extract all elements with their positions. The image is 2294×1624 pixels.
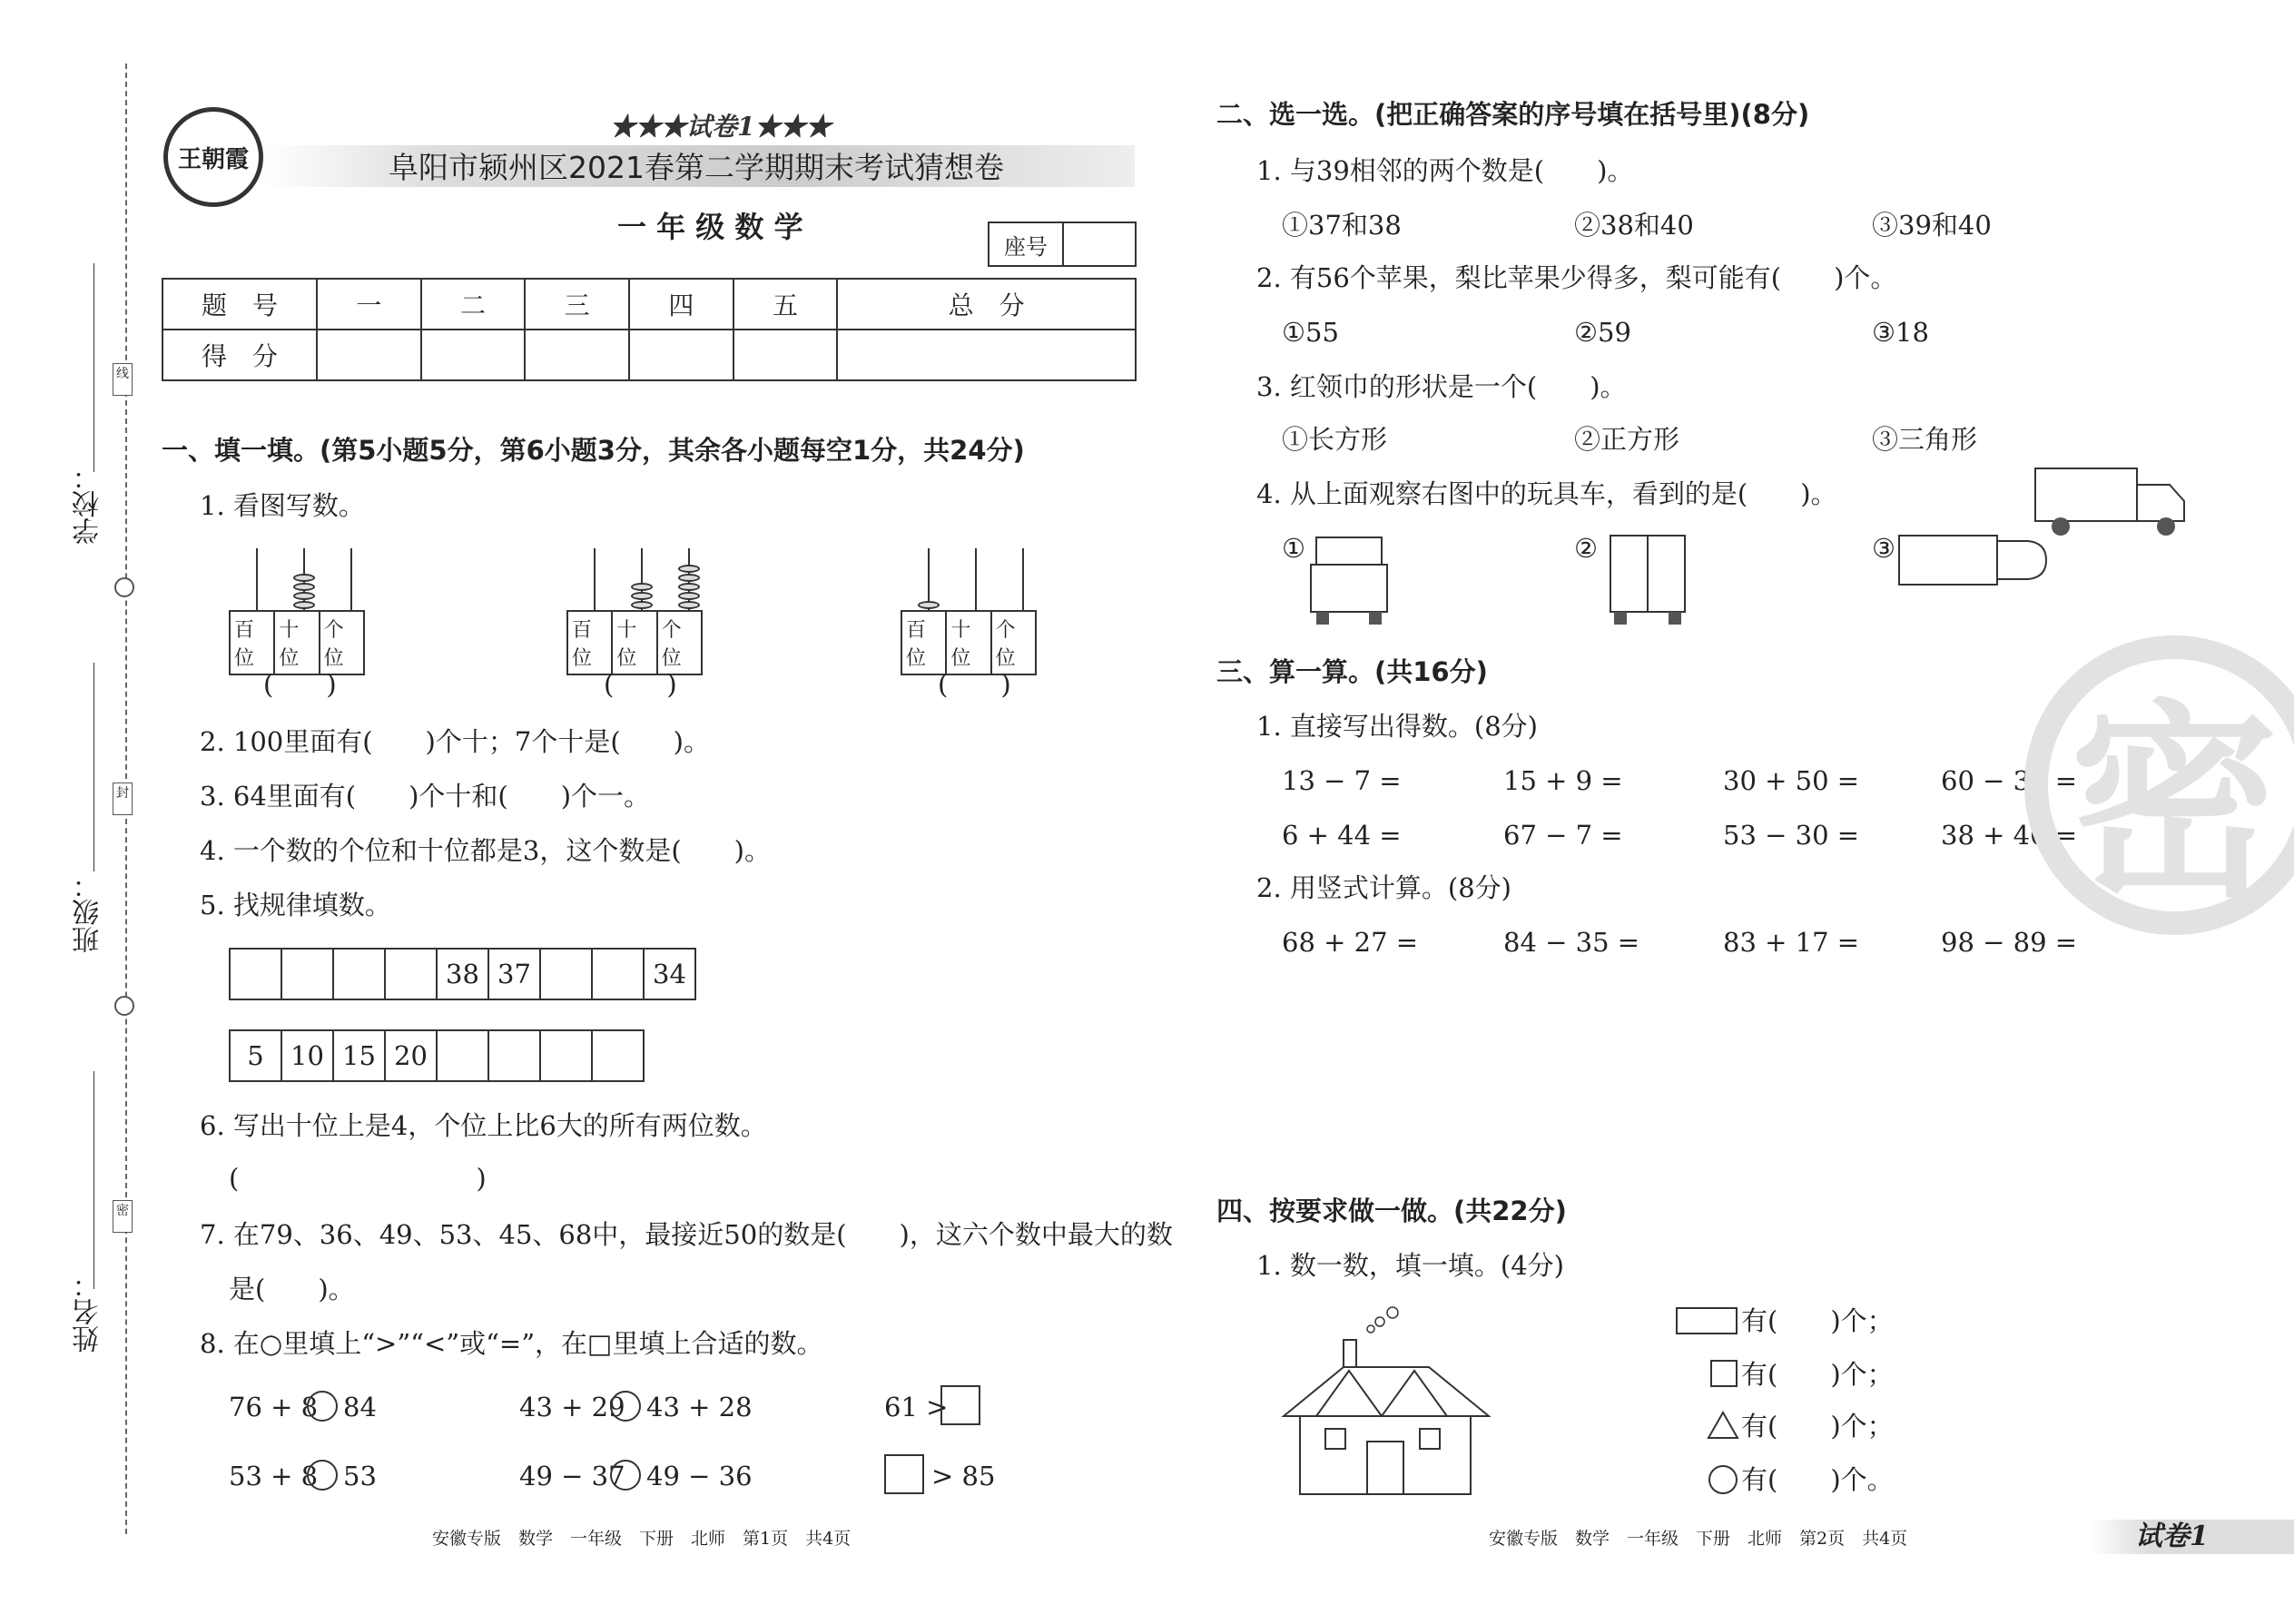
score-header-cell: 四	[629, 279, 733, 330]
abacus-bead	[918, 601, 940, 609]
equation: 30 + 50 =	[1723, 765, 1860, 796]
pattern-cell[interactable]	[229, 948, 282, 1000]
abacus-bead	[678, 601, 700, 609]
option[interactable]: ②38和40	[1574, 210, 1694, 241]
compare-left: 49 − 37	[519, 1461, 625, 1491]
option[interactable]: ①55	[1282, 317, 1339, 348]
option[interactable]: ①长方形	[1282, 424, 1388, 455]
mark-xian: 线	[113, 363, 133, 396]
answer-blank[interactable]: ( )	[263, 669, 337, 700]
pattern-row-a	[229, 948, 696, 1000]
question: 3. 64里面有( )个十和( )个一。	[200, 781, 651, 812]
question: 7. 在79、36、49、53、45、68中，最接近50的数是( )，这六个数中最大的数	[200, 1219, 1173, 1250]
question: 3. 红领巾的形状是一个( )。	[1256, 371, 1627, 402]
question: 1. 直接写出得数。(8分)	[1256, 711, 1538, 742]
abacus	[901, 548, 1037, 670]
score-cell[interactable]	[733, 330, 838, 380]
pattern-cell[interactable]	[436, 1029, 489, 1082]
class-label: 班级：	[73, 871, 104, 953]
abacus-label: 个位	[319, 610, 365, 675]
equation: 53 − 30 =	[1723, 820, 1860, 851]
question: 1. 看图写数。	[200, 490, 365, 521]
compare-left: 61 >	[884, 1392, 949, 1422]
compare-right: 84	[343, 1392, 377, 1422]
pattern-row-b	[229, 1029, 645, 1082]
question: 5. 找规律填数。	[200, 890, 391, 920]
compare-left: 53 + 8	[229, 1461, 319, 1491]
score-header-cell: 题 号	[162, 279, 317, 330]
equation: 6 + 44 =	[1282, 820, 1402, 851]
compare-circle[interactable]	[610, 1391, 641, 1422]
name-label: 姓名：	[73, 1271, 104, 1353]
compare-right: > 85	[931, 1461, 996, 1491]
equation: 98 − 89 =	[1941, 927, 2078, 958]
circle-icon	[1708, 1465, 1738, 1494]
subject-title: 一 年 级 数 学	[617, 210, 803, 244]
count-answer[interactable]: 有( )个；	[1741, 1359, 1894, 1390]
footer-tag: 试卷1	[2135, 1521, 2209, 1552]
pattern-cell[interactable]	[539, 1029, 593, 1082]
compare-right: 49 − 36	[646, 1461, 753, 1491]
abacus	[229, 548, 365, 670]
option[interactable]: ③三角形	[1872, 424, 1978, 455]
abacus-label: 十位	[273, 610, 320, 675]
mark-mi: 密	[113, 1200, 133, 1233]
rectangle-icon	[1676, 1307, 1738, 1334]
equation: 60 − 30 =	[1941, 765, 2078, 796]
abacus-bead	[631, 601, 653, 609]
answer-blank[interactable]: ( )	[938, 669, 1011, 700]
abacus-bead	[678, 565, 700, 573]
abacus-bead	[678, 583, 700, 591]
pattern-cell[interactable]	[487, 1029, 541, 1082]
equation: 13 − 7 =	[1282, 765, 1402, 796]
seat-label: 座号	[989, 223, 1064, 265]
paper-badge: ★★★试卷1★★★	[610, 112, 832, 142]
mark-feng: 封	[113, 782, 133, 815]
abacus-bead	[631, 583, 653, 591]
option-label[interactable]: ②	[1574, 533, 1598, 564]
option[interactable]: ③18	[1872, 317, 1929, 348]
pattern-cell[interactable]	[539, 948, 593, 1000]
compare-circle[interactable]	[307, 1460, 338, 1491]
score-row-label: 得 分	[162, 330, 317, 380]
footer-left: 安徽专版 数学 一年级 下册 北师 第1页 共4页	[432, 1529, 852, 1549]
triangle-icon	[1707, 1411, 1739, 1440]
pattern-cell: 34	[643, 948, 696, 1000]
pattern-cell: 37	[487, 948, 541, 1000]
compare-left: 43 + 29	[519, 1392, 625, 1422]
question: 1. 与39相邻的两个数是( )。	[1256, 155, 1634, 186]
score-header-cell: 二	[421, 279, 526, 330]
pattern-cell[interactable]	[591, 948, 645, 1000]
question: 2. 用竖式计算。(8分)	[1256, 872, 1511, 903]
answer-blank[interactable]: ( )	[604, 669, 677, 700]
compare-left: 76 + 8	[229, 1392, 319, 1422]
equation: 68 + 27 =	[1282, 927, 1419, 958]
school-label: 学校：	[73, 463, 104, 545]
score-cell[interactable]	[629, 330, 733, 380]
question: 4. 一个数的个位和十位都是3，这个数是( )。	[200, 835, 771, 866]
confidential-seal	[2024, 635, 2294, 935]
truck-back-view-icon	[1605, 532, 1690, 628]
section4-title: 四、按要求做一做。(共22分)	[1216, 1196, 1567, 1226]
option[interactable]: ③39和40	[1872, 210, 1992, 241]
count-answer[interactable]: 有( )个；	[1741, 1305, 1894, 1336]
abacus-label: 十位	[611, 610, 657, 675]
question: 4. 从上面观察右图中的玩具车，看到的是( )。	[1256, 478, 1837, 509]
pattern-cell: 20	[384, 1029, 438, 1082]
question: 2. 有56个苹果，梨比苹果少得多，梨可能有( )个。	[1256, 262, 1897, 293]
score-table	[162, 278, 1137, 381]
score-header-cell: 总 分	[837, 279, 1136, 330]
pattern-cell[interactable]	[591, 1029, 645, 1082]
answer-blank[interactable]: ( )	[229, 1163, 487, 1194]
binding-margin	[0, 0, 136, 1624]
abacus-label: 百位	[901, 610, 947, 675]
option[interactable]: ②59	[1574, 317, 1631, 348]
equation: 15 + 9 =	[1503, 765, 1623, 796]
question: 1. 数一数，填一填。(4分)	[1256, 1250, 1564, 1281]
truck-top-view-icon	[1897, 532, 2050, 590]
binding-hole-icon	[114, 577, 134, 597]
question: 8. 在○里填上“>”“<”或“=”，在□里填上合适的数。	[200, 1328, 823, 1359]
question: 是( )。	[229, 1274, 355, 1304]
equation: 38 + 40 =	[1941, 820, 2078, 851]
house-figure	[1280, 1294, 1491, 1498]
binding-hole-icon	[114, 996, 134, 1016]
abacus-bead	[631, 592, 653, 600]
page-title: 阜阳市颍州区2021春第二学期期末考试猜想卷	[389, 150, 1004, 185]
option-label[interactable]: ①	[1282, 533, 1305, 564]
section2-title: 二、选一选。(把正确答案的序号填在括号里)(8分)	[1216, 99, 1810, 130]
truck-front-view-icon	[1307, 534, 1391, 628]
pattern-cell: 5	[229, 1029, 282, 1082]
square-icon	[1710, 1360, 1738, 1387]
abacus-bead	[293, 583, 315, 591]
score-cell[interactable]	[837, 330, 1136, 380]
pattern-cell[interactable]	[332, 948, 386, 1000]
option[interactable]: ①37和38	[1282, 210, 1402, 241]
abacus-label: 个位	[656, 610, 703, 675]
pattern-cell: 15	[332, 1029, 386, 1082]
logo	[163, 107, 263, 207]
score-cell[interactable]	[525, 330, 629, 380]
footer-right: 安徽专版 数学 一年级 下册 北师 第2页 共4页	[1489, 1529, 1908, 1549]
equation: 84 − 35 =	[1503, 927, 1640, 958]
compare-circle[interactable]	[307, 1391, 338, 1422]
logo-text: 王朝霞	[177, 145, 249, 173]
abacus-label: 百位	[229, 610, 275, 675]
seat-box[interactable]	[988, 221, 1137, 267]
score-cell[interactable]	[317, 330, 421, 380]
answer-box[interactable]	[884, 1454, 924, 1494]
pattern-cell[interactable]	[281, 948, 334, 1000]
pattern-cell: 38	[436, 948, 489, 1000]
abacus-bead	[678, 592, 700, 600]
equation: 67 − 7 =	[1503, 820, 1623, 851]
section1-title: 一、填一填。(第5小题5分，第6小题3分，其余各小题每空1分，共24分)	[162, 435, 1025, 466]
count-answer[interactable]: 有( )个。	[1741, 1464, 1894, 1495]
compare-circle[interactable]	[610, 1460, 641, 1491]
abacus-bead	[293, 574, 315, 582]
question: 2. 100里面有( )个十；7个十是( )。	[200, 726, 710, 757]
abacus-bead	[678, 574, 700, 582]
option-label[interactable]: ③	[1872, 533, 1895, 564]
compare-right: 43 + 28	[646, 1392, 753, 1422]
abacus-label: 个位	[990, 610, 1037, 675]
question: 6. 写出十位上是4，个位上比6大的所有两位数。	[200, 1110, 767, 1141]
count-answer[interactable]: 有( )个；	[1741, 1411, 1894, 1442]
compare-right: 53	[343, 1461, 377, 1491]
answer-box[interactable]	[940, 1385, 980, 1425]
score-cell[interactable]	[421, 330, 526, 380]
abacus-bead	[293, 601, 315, 609]
abacus	[566, 548, 703, 670]
pattern-cell: 10	[281, 1029, 334, 1082]
score-header-cell: 五	[733, 279, 838, 330]
score-header-cell: 一	[317, 279, 421, 330]
pattern-cell[interactable]	[384, 948, 438, 1000]
abacus-label: 百位	[566, 610, 613, 675]
score-header-cell: 三	[525, 279, 629, 330]
abacus-bead	[293, 592, 315, 600]
section3-title: 三、算一算。(共16分)	[1216, 656, 1488, 687]
seal-text: 密	[2069, 683, 2279, 926]
abacus-label: 十位	[945, 610, 991, 675]
truck-side-icon	[2033, 465, 2206, 539]
option[interactable]: ②正方形	[1574, 424, 1680, 455]
equation: 83 + 17 =	[1723, 927, 1860, 958]
